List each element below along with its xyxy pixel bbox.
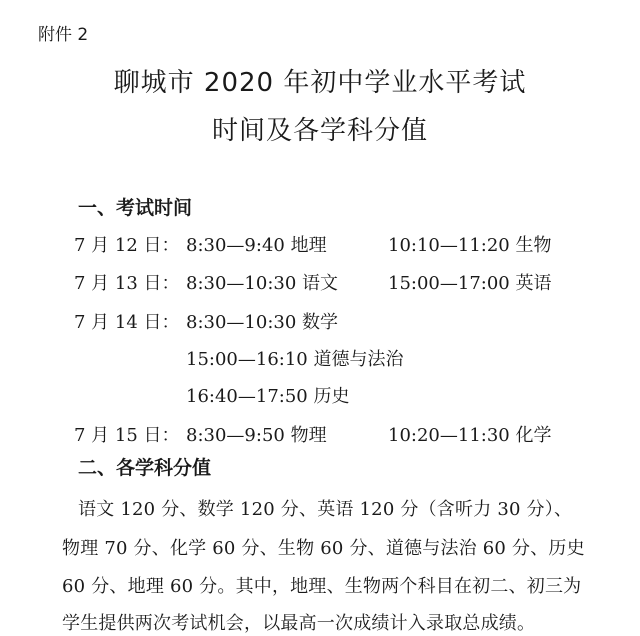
- schedule-slot: 16:40—17:50 历史: [186, 386, 350, 407]
- paragraph-line: 物理 70 分、化学 60 分、生物 60 分、道德与法治 60 分、历史: [62, 538, 585, 559]
- paragraph-line: 60 分、地理 60 分。其中，地理、生物两个科目在初二、初三为: [62, 576, 582, 597]
- schedule-slot: 8:30—9:50 物理: [186, 425, 327, 446]
- document-title-line-1: 聊城市 2020 年初中学业水平考试: [113, 68, 527, 98]
- schedule-slot: 10:10—11:20 生物: [388, 235, 552, 256]
- schedule-slot: 8:30—10:30 语文: [186, 273, 339, 294]
- section-heading-exam-time: 一、考试时间: [78, 197, 193, 219]
- schedule-date: 7 月 14 日：: [74, 312, 180, 333]
- schedule-slot: 15:00—17:00 英语: [388, 273, 552, 294]
- attachment-label: 附件 2: [38, 25, 89, 45]
- schedule-slot: 10:20—11:30 化学: [388, 425, 552, 446]
- schedule-date: 7 月 13 日：: [74, 273, 180, 294]
- schedule-slot: 8:30—10:30 数学: [186, 312, 339, 333]
- section-heading-subject-scores: 二、各学科分值: [78, 457, 212, 479]
- paragraph-line: 学生提供两次考试机会，以最高一次成绩计入录取总成绩。: [62, 613, 536, 634]
- schedule-date: 7 月 15 日：: [74, 425, 180, 446]
- schedule-slot: 15:00—16:10 道德与法治: [186, 349, 404, 370]
- schedule-slot: 8:30—9:40 地理: [186, 235, 327, 256]
- paragraph-line: 语文 120 分、数学 120 分、英语 120 分（含听力 30 分）、: [78, 499, 573, 520]
- schedule-date: 7 月 12 日：: [74, 235, 180, 256]
- document-title-line-2: 时间及各学科分值: [211, 116, 428, 146]
